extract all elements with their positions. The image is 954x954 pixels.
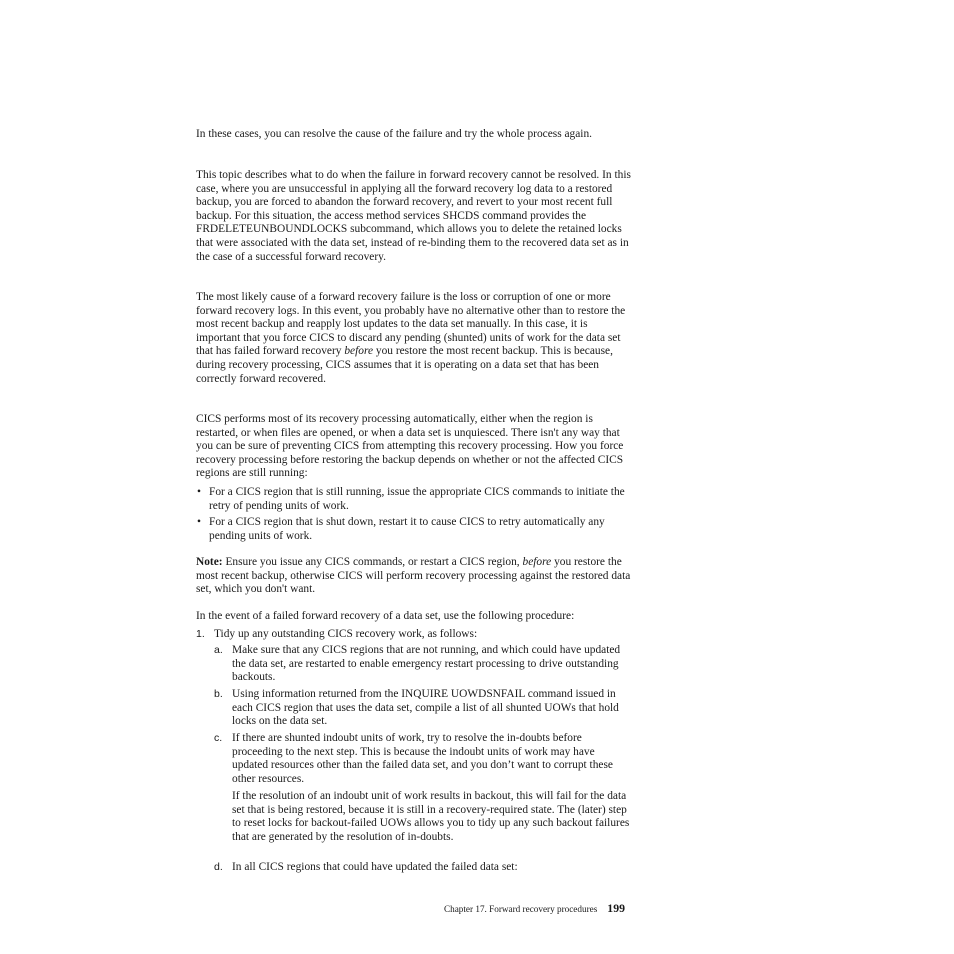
paragraph-topic-description: This topic describes what to do when the failure in forward recovery cannot be resolved. In this case, where you are unsuccessful in applying all the forward recovery log data to a restored backup, you are forced to abandon the forward recovery, and revert to your most recent full backup. For this situation, the access method services SHCDS command provides the FRDELETEUNBOUNDLOCKS subcommand, which allows you to delete the retained locks that were associated with the data set, instead of re-binding them to the recovered data set as in the case of a successful forward recovery. [196, 169, 631, 263]
note-text-b: you restore the most recent backup, otherwise CICS will perform recovery processing against the restored data set, which you don't want. [196, 556, 631, 596]
substep-text: In all CICS regions that could have updated the failed data set: [232, 861, 518, 873]
paragraph-likely-cause-text-b: you restore the most recent backup. This is because, during recovery processing, CICS assumes that it is operating on a data set that has been correctly forward recovered. [196, 345, 613, 385]
paragraph-likely-cause [196, 291, 632, 386]
step-item-1 [196, 628, 632, 642]
paragraph-cics-recovery: CICS performs most of its recovery processing automatically, either when the region is restarted, or when files are opened, or when a data set is unquiesced. There isn't any way that you can be sure of preventing CICS from attempting this recovery processing. How you force recovery processing before restoring the backup depends on whether or not the affected CICS regions are still running: [196, 413, 624, 480]
bullet-item-shut-down [196, 516, 632, 543]
substep-text: Using information returned from the INQUIRE UOWDSNFAIL command issued in each CICS region that uses the data set, compile a list of all shunted UOWs that hold locks on the data set. [232, 688, 619, 728]
substep-item-b [214, 688, 632, 729]
page-footer [196, 902, 625, 917]
substep-text: Make sure that any CICS regions that are not running, and which could have updated the data set, are restarted to enable emergency restart processing to drive outstanding backouts. [232, 644, 621, 684]
note-text-a: Ensure you issue any CICS commands, or restart a CICS region, [225, 556, 520, 568]
substep-letter: b. [214, 688, 223, 700]
emphasis-before: before [344, 345, 374, 358]
paragraph-likely-cause-text-a: The most likely cause of a forward recovery failure is the loss or corruption of one or more forward recovery logs. In this event, you probably have no alternative other than to restore the most recent backup and reapply lost updates to the data set manually. In this case, it is important that you force CICS to discard any pending (shunted) units of work for the data set that has failed forward recovery [196, 291, 626, 358]
step-number: 1. [196, 628, 205, 640]
note-paragraph [196, 556, 632, 597]
substep-letter: c. [214, 732, 223, 744]
footer-page-number: 199 [607, 901, 625, 915]
substep-letter: d. [214, 861, 223, 873]
bullet-item-running [196, 486, 632, 513]
substep-item-d [214, 861, 632, 875]
substep-text: If there are shunted indoubt units of work, try to resolve the in-doubts before proceeding to the next step. This is because the indoubt units of work may have updated resources other than the failed data set, and you don’t want to corrupt these other resources. [232, 732, 613, 785]
paragraph-cases: In these cases, you can resolve the cause of the failure and try the whole process again. [196, 128, 592, 140]
bullet-mark: • [197, 516, 201, 528]
substep-letter: a. [214, 644, 223, 656]
note-label: Note: [196, 556, 223, 568]
bullet-mark: • [197, 486, 201, 498]
substep-item-c [214, 732, 632, 786]
step-text: Tidy up any outstanding CICS recovery work, as follows: [214, 628, 478, 640]
paragraph-procedure-intro: In the event of a failed forward recovery of a data set, use the following procedure: [196, 610, 575, 622]
substep-item-a [214, 644, 632, 685]
bullet-text: For a CICS region that is still running, issue the appropriate CICS commands to initiate the retry of pending units of work. [209, 486, 625, 512]
substep-c-continuation: If the resolution of an indoubt unit of work results in backout, this will fail for the data set that is being restored, because it is still in a recovery-required state. The (later) step to reset locks for backout-failed UOWs allows you to tidy up any such backout failures that are generated by the resolution of in-doubts. [232, 790, 630, 843]
bullet-text: For a CICS region that is shut down, restart it to cause CICS to retry automatically any pending units of work. [209, 516, 605, 542]
emphasis-before: before [522, 556, 552, 568]
footer-chapter-title: Chapter 17. Forward recovery procedures [443, 904, 598, 914]
